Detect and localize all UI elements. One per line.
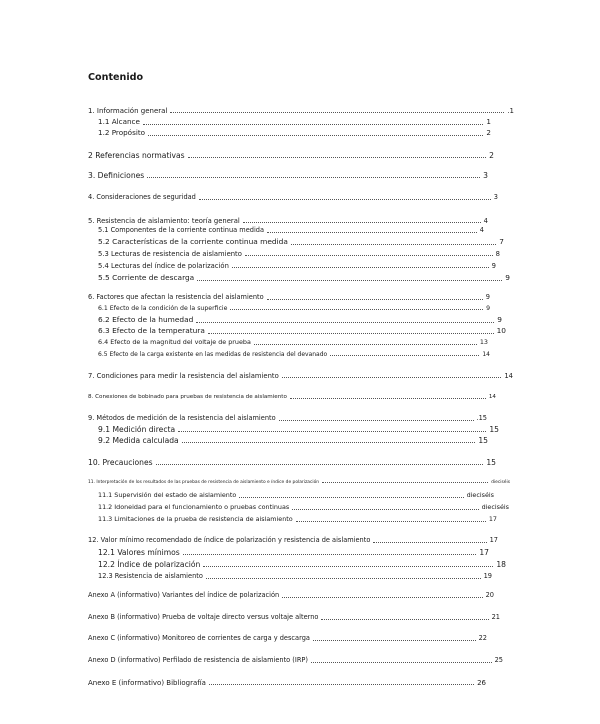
toc-entry-page: 9 — [497, 315, 502, 324]
toc-entry-page: 14 — [488, 394, 496, 400]
toc-entry-page: dieciséis — [491, 480, 510, 485]
toc-entry[interactable] — [98, 436, 488, 445]
toc-entry-title: 5.5 Corriente de descarga — [98, 273, 195, 282]
toc-entry-page: 2 — [489, 151, 494, 160]
toc-entry-title: Anexo A (informativo) Variantes del índice de polarización — [88, 591, 280, 599]
toc-entry-title: 12. Valor mínimo recomendado de índice de polarización y resistencia de aislamiento — [88, 536, 371, 544]
toc-entry[interactable] — [88, 107, 514, 115]
toc-entry[interactable] — [98, 238, 504, 247]
toc-entry[interactable] — [98, 548, 489, 557]
toc-entry[interactable] — [88, 679, 486, 687]
toc-entry-page: 17 — [488, 515, 497, 523]
dot-leader — [282, 597, 482, 598]
toc-entry-title: 11.1 Supervisión del estado de aislamiento — [98, 491, 237, 499]
toc-entry-page: 10 — [496, 326, 506, 335]
toc-entry-title: 5.4 Lecturas del índice de polarización — [98, 262, 229, 270]
toc-entry[interactable] — [98, 573, 492, 581]
toc-entry-title: 12.3 Resistencia de aislamiento — [98, 572, 203, 580]
toc-entry-page: 17 — [479, 548, 489, 557]
toc-entry-title: 8. Conexiones de bobinado para pruebas de resistencia de aislamiento — [88, 394, 287, 400]
toc-entry[interactable] — [88, 294, 490, 302]
toc-entry-title: 5.2 Características de la corriente continua medida — [98, 237, 288, 246]
dot-leader — [322, 482, 488, 483]
toc-entry[interactable] — [98, 305, 490, 312]
toc-entry-title: Anexo B (informativo) Prueba de voltaje directo versus voltaje alterno — [88, 613, 319, 621]
toc-entry-page: 14 — [504, 372, 513, 380]
toc-entry-title: 11.2 Idoneidad para el funcionamiento o pruebas continuas — [98, 503, 290, 511]
dot-leader — [182, 442, 476, 443]
toc-entry-title: 5.1 Componentes de la corriente continua medida — [98, 226, 265, 234]
dot-leader — [291, 244, 496, 245]
dot-leader — [183, 554, 477, 555]
dot-leader — [279, 420, 474, 421]
toc-entry[interactable] — [88, 217, 488, 225]
toc-entry-page: 22 — [478, 634, 487, 642]
toc-entry-title: 6.2 Efecto de la humedad — [98, 315, 194, 324]
dot-leader — [311, 662, 492, 663]
dot-leader — [321, 619, 488, 620]
toc-entry[interactable] — [88, 635, 487, 643]
toc-entry[interactable] — [88, 415, 487, 423]
toc-entry[interactable] — [88, 592, 494, 600]
dot-leader — [203, 566, 493, 567]
toc-entry-title: 6. Factores que afectan la resistencia del aislamiento — [88, 293, 264, 301]
toc-entry[interactable] — [88, 458, 496, 467]
toc-entry-page: 21 — [491, 613, 500, 621]
toc-entry-page: 20 — [485, 591, 494, 599]
toc-entry-title: 10. Precauciones — [88, 458, 153, 467]
toc-entry[interactable] — [98, 227, 484, 235]
toc-entry-page: dieciséis — [481, 503, 509, 511]
toc-entry-page: 9 — [486, 305, 490, 312]
toc-entry-title: 6.3 Efecto de la temperatura — [98, 326, 205, 335]
toc-entry[interactable] — [88, 614, 500, 622]
toc-entry-title: 7. Condiciones para medir la resistencia del aislamiento — [88, 372, 279, 380]
toc-entry[interactable] — [98, 327, 506, 336]
dot-leader — [147, 177, 480, 178]
dot-leader — [196, 322, 494, 323]
toc-entry-title: 6.4 Efecto de la magnitud del voltaje de prueba — [98, 338, 251, 346]
dot-leader — [208, 333, 494, 334]
toc-entry[interactable] — [88, 537, 498, 545]
dot-leader — [267, 299, 483, 300]
toc-entry[interactable] — [98, 118, 491, 127]
dot-leader — [209, 684, 474, 685]
toc-entry-page: 4 — [483, 217, 488, 225]
toc-entry-title: 6.1 Efecto de la condición de la superficie — [98, 305, 228, 312]
dot-leader — [232, 267, 489, 268]
toc-entry[interactable] — [88, 194, 498, 202]
toc-entry-title: 2 Referencias normativas — [88, 151, 185, 160]
toc-entry-page: 1 — [486, 117, 491, 126]
dot-leader — [245, 255, 493, 256]
toc-entry[interactable] — [88, 372, 513, 380]
toc-entry[interactable] — [98, 316, 502, 325]
dot-leader — [206, 578, 481, 579]
toc-entry-title: 1.2 Propósito — [98, 128, 146, 137]
toc-entry[interactable] — [88, 394, 496, 401]
toc-entry-title: 1. Información general — [88, 107, 168, 115]
toc-entry-title: 12.1 Valores mínimos — [98, 548, 180, 557]
toc-entry-page: 17 — [489, 536, 498, 544]
dot-leader — [199, 199, 491, 200]
dot-leader — [170, 112, 504, 113]
toc-entry-page: 18 — [496, 560, 506, 569]
toc-entry[interactable] — [98, 339, 488, 347]
toc-entry-title: 5. Resistencia de aislamiento: teoría general — [88, 217, 240, 225]
toc-entry[interactable] — [98, 560, 506, 569]
toc-entry-title: 4. Consideraciones de seguridad — [88, 193, 196, 201]
dot-leader — [239, 497, 463, 498]
toc-entry-page: 15 — [486, 458, 496, 467]
toc-entry-page: 2 — [486, 128, 491, 137]
dot-leader — [290, 398, 486, 399]
toc-entry-page: .1 — [507, 107, 514, 115]
toc-entry[interactable] — [98, 492, 494, 500]
toc-entry-title: Anexo E (informativo) Bibliografía — [88, 679, 206, 687]
toc-entry-page: 13 — [479, 338, 488, 346]
toc-entry-title: 6.5 Efecto de la carga existente en las medidas de resistencia del devanado — [98, 351, 328, 358]
toc-entry-page: 26 — [477, 679, 486, 687]
toc-entry-title: 1.1 Alcance — [98, 117, 140, 126]
toc-entry-title: 12.2 Índice de polarización — [98, 560, 201, 569]
toc-entry-title: 5.3 Lecturas de resistencia de aislamiento — [98, 250, 242, 258]
toc-entry-page: 14 — [482, 351, 490, 358]
toc-entry-title: 9.1 Medición directa — [98, 425, 176, 434]
toc-entry-page: 9 — [505, 273, 510, 282]
toc-entry-page: 19 — [483, 572, 492, 580]
dot-leader — [230, 309, 483, 310]
toc-entry-title: 11.3 Limitaciones de la prueba de resistencia de aislamiento — [98, 515, 293, 523]
dot-leader — [313, 640, 476, 641]
toc-entry-page: 25 — [494, 656, 503, 664]
toc-entry[interactable] — [88, 657, 503, 665]
dot-leader — [330, 355, 479, 356]
toc-entry[interactable] — [98, 250, 500, 258]
page-title: Contenido — [88, 72, 144, 83]
dot-leader — [178, 431, 486, 432]
toc-entry-title: 3. Definiciones — [88, 171, 145, 180]
dot-leader — [292, 509, 478, 510]
toc-entry-title: 9. Métodos de medición de la resistencia del aislamiento — [88, 414, 276, 422]
toc-entry[interactable] — [98, 274, 510, 283]
toc-entry-page: 3 — [493, 193, 498, 201]
dot-leader — [296, 521, 486, 522]
dot-leader — [188, 157, 487, 158]
toc-entry[interactable] — [98, 504, 509, 512]
dot-leader — [197, 280, 502, 281]
dot-leader — [254, 344, 477, 345]
toc-entry-page: dieciséis — [466, 491, 494, 499]
toc-entry-title: 11. Interpretación de los resultados de las pruebas de resistencia de aislamiento e índice de polarización — [88, 480, 320, 485]
toc-entry-page: 3 — [483, 171, 488, 180]
toc-entry[interactable] — [88, 151, 494, 160]
toc-entry[interactable] — [88, 171, 488, 180]
toc-entry-title: Anexo C (informativo) Monitoreo de corrientes de carga y descarga — [88, 634, 310, 642]
toc-entry-title: 9.2 Medida calculada — [98, 436, 179, 445]
dot-leader — [282, 377, 502, 378]
dot-leader — [373, 542, 486, 543]
toc-entry[interactable] — [98, 129, 491, 138]
toc-entry[interactable] — [98, 425, 499, 434]
toc-entry-page: 9 — [491, 262, 496, 270]
toc-entry-page: 4 — [479, 226, 484, 234]
toc-entry[interactable] — [98, 351, 490, 358]
toc-entry[interactable] — [98, 262, 496, 270]
toc-entry[interactable] — [98, 516, 497, 524]
dot-leader — [148, 135, 483, 136]
toc-entry-title: Anexo D (informativo) Perfilado de resistencia de aislamiento (IRP) — [88, 656, 308, 664]
dot-leader — [243, 222, 481, 223]
toc-entry-page: 7 — [499, 237, 504, 246]
dot-leader — [156, 464, 484, 465]
dot-leader — [267, 232, 477, 233]
toc-entry-page: .15 — [476, 414, 487, 422]
toc-entry-page: 9 — [485, 293, 490, 301]
toc-entry-page: 15 — [489, 425, 499, 434]
toc-entry-page: 15 — [478, 436, 488, 445]
toc-entry-page: 8 — [495, 250, 500, 258]
dot-leader — [143, 124, 484, 125]
toc-entry[interactable] — [88, 480, 510, 485]
